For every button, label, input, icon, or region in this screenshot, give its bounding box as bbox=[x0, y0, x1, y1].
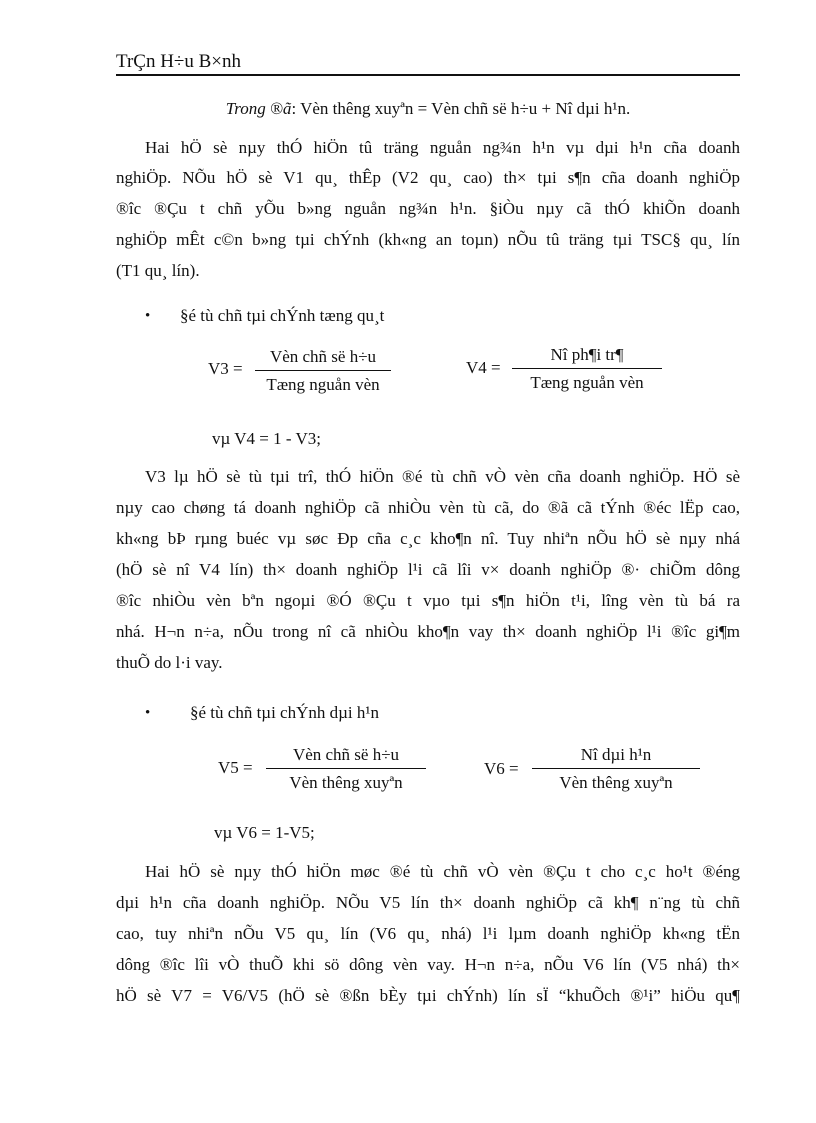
fraction-numerator: Vèn chñ së h÷u bbox=[269, 347, 377, 366]
page-header: TrÇn H÷u B×nh bbox=[116, 51, 241, 72]
paragraph-line: Hai hÖ sè nµy thÓ hiÖn møc ®é tù chñ vÒ vèn ®Çu t cho c¸c ho¹t ®éng bbox=[145, 862, 740, 881]
fraction bbox=[255, 346, 391, 396]
header-divider bbox=[116, 74, 740, 76]
formula-label: V3 = bbox=[208, 359, 243, 378]
fraction-denominator: Tæng nguån vèn bbox=[266, 375, 380, 394]
intro-line bbox=[116, 98, 740, 120]
paragraph-line: dông ®îc lîi vÒ thuÕ khi sö dông vèn vay. H¬n n÷a, nÕu V6 lín (V5 nhá) th× bbox=[116, 955, 740, 974]
fraction-numerator: Nî ph¶i tr¶ bbox=[550, 345, 624, 364]
bullet-heading: §é tù chñ tµi chÝnh tæng qu¸t bbox=[180, 306, 385, 325]
intro-rest: : Vèn thêng xuyªn = Vèn chñ së h÷u + Nî dµi h¹n. bbox=[291, 99, 631, 118]
paragraph-line: thuÕ do l·i vay. bbox=[116, 653, 223, 672]
paragraph-line: kh«ng bÞ rµng buéc vµ søc Ðp cña c¸c kho¶n nî. Tuy nhiªn nÕu hÖ sè nµy nhá bbox=[116, 529, 740, 548]
formula-relation: vµ V6 = 1-V5; bbox=[214, 823, 315, 842]
fraction-bar bbox=[512, 368, 662, 369]
fraction bbox=[512, 344, 662, 394]
fraction-denominator: Vèn thêng xuyªn bbox=[289, 773, 403, 792]
paragraph-line: Hai hÖ sè nµy thÓ hiÖn tû träng nguån ng¾n h¹n vµ dµi h¹n cña doanh bbox=[145, 138, 740, 157]
paragraph-line: V3 lµ hÖ sè tù tµi trî, thÓ hiÖn ®é tù chñ vÒ vèn cña doanh nghiÖp. HÖ sè bbox=[145, 467, 740, 486]
paragraph-line: dµi h¹n cña doanh nghiÖp. NÕu V5 lín th× doanh nghiÖp cã kh¶ n¨ng tù chñ bbox=[116, 893, 740, 912]
bullet-heading: §é tù chñ tµi chÝnh dµi h¹n bbox=[190, 703, 379, 722]
paragraph-line: nµy cao chøng tá doanh nghiÖp cã nhiÒu vèn tù cã, do ®ã cã tÝnh ®éc lËp cao, bbox=[116, 498, 740, 517]
fraction-bar bbox=[255, 370, 391, 371]
fraction-denominator: Vèn thêng xuyªn bbox=[559, 773, 673, 792]
fraction-numerator: Nî dµi h¹n bbox=[580, 745, 652, 764]
bullet-icon: • bbox=[145, 705, 151, 721]
fraction-bar bbox=[532, 768, 700, 769]
paragraph-line: (hÖ sè nî V4 lín) th× doanh nghiÖp l¹i cã lîi v× doanh nghiÖp ®· chiÕm dông bbox=[116, 560, 740, 579]
paragraph-line: (T1 qu¸ lín). bbox=[116, 261, 200, 280]
formula-label: V5 = bbox=[218, 758, 253, 777]
fraction bbox=[266, 744, 426, 794]
fraction-denominator: Tæng nguån vèn bbox=[530, 373, 644, 392]
paragraph-line: ®îc ®Çu t chñ yÕu b»ng nguån ng¾n h¹n. §iÒu nµy cã thÓ khiÕn doanh bbox=[116, 199, 740, 218]
formula-label: V4 = bbox=[466, 358, 501, 377]
paragraph-line: nghiÖp. NÕu hÖ sè V1 qu¸ thÊp (V2 qu¸ cao) th× tµi s¶n cña doanh nghiÖp bbox=[116, 168, 740, 187]
fraction-numerator: Vèn chñ së h÷u bbox=[292, 745, 400, 764]
paragraph-line: cao, tuy nhiªn nÕu V5 qu¸ lín (V6 qu¸ nhá) l¹i lµm doanh nghiÖp kh«ng tËn bbox=[116, 924, 740, 943]
paragraph-line: hÖ sè V7 = V6/V5 (hÖ sè ®ßn bÈy tµi chÝnh) lín sÏ “khuÕch ®¹i” hiÖu qu¶ bbox=[116, 986, 740, 1005]
bullet-icon: • bbox=[145, 308, 151, 324]
fraction-bar bbox=[266, 768, 426, 769]
fraction bbox=[532, 744, 700, 794]
paragraph-line: nghiÖp mÊt c©n b»ng tµi chÝnh (kh«ng an toµn) nÕu tû träng tµi TSC§ qu¸ lín bbox=[116, 230, 740, 249]
formula-label: V6 = bbox=[484, 759, 519, 778]
paragraph-line: ®îc nhiÒu vèn bªn ngoµi ®Ó ®Çu t vµo tµi s¶n hiÖn t¹i, lîng vèn tù bá ra bbox=[116, 591, 740, 610]
paragraph-line: nhá. H¬n n÷a, nÕu trong nî cã nhiÒu kho¶n vay th× doanh nghiÖp l¹i ®îc gi¶m bbox=[116, 622, 740, 641]
intro-prefix: Trong ®ã bbox=[225, 99, 292, 118]
formula-relation: vµ V4 = 1 - V3; bbox=[212, 429, 321, 448]
